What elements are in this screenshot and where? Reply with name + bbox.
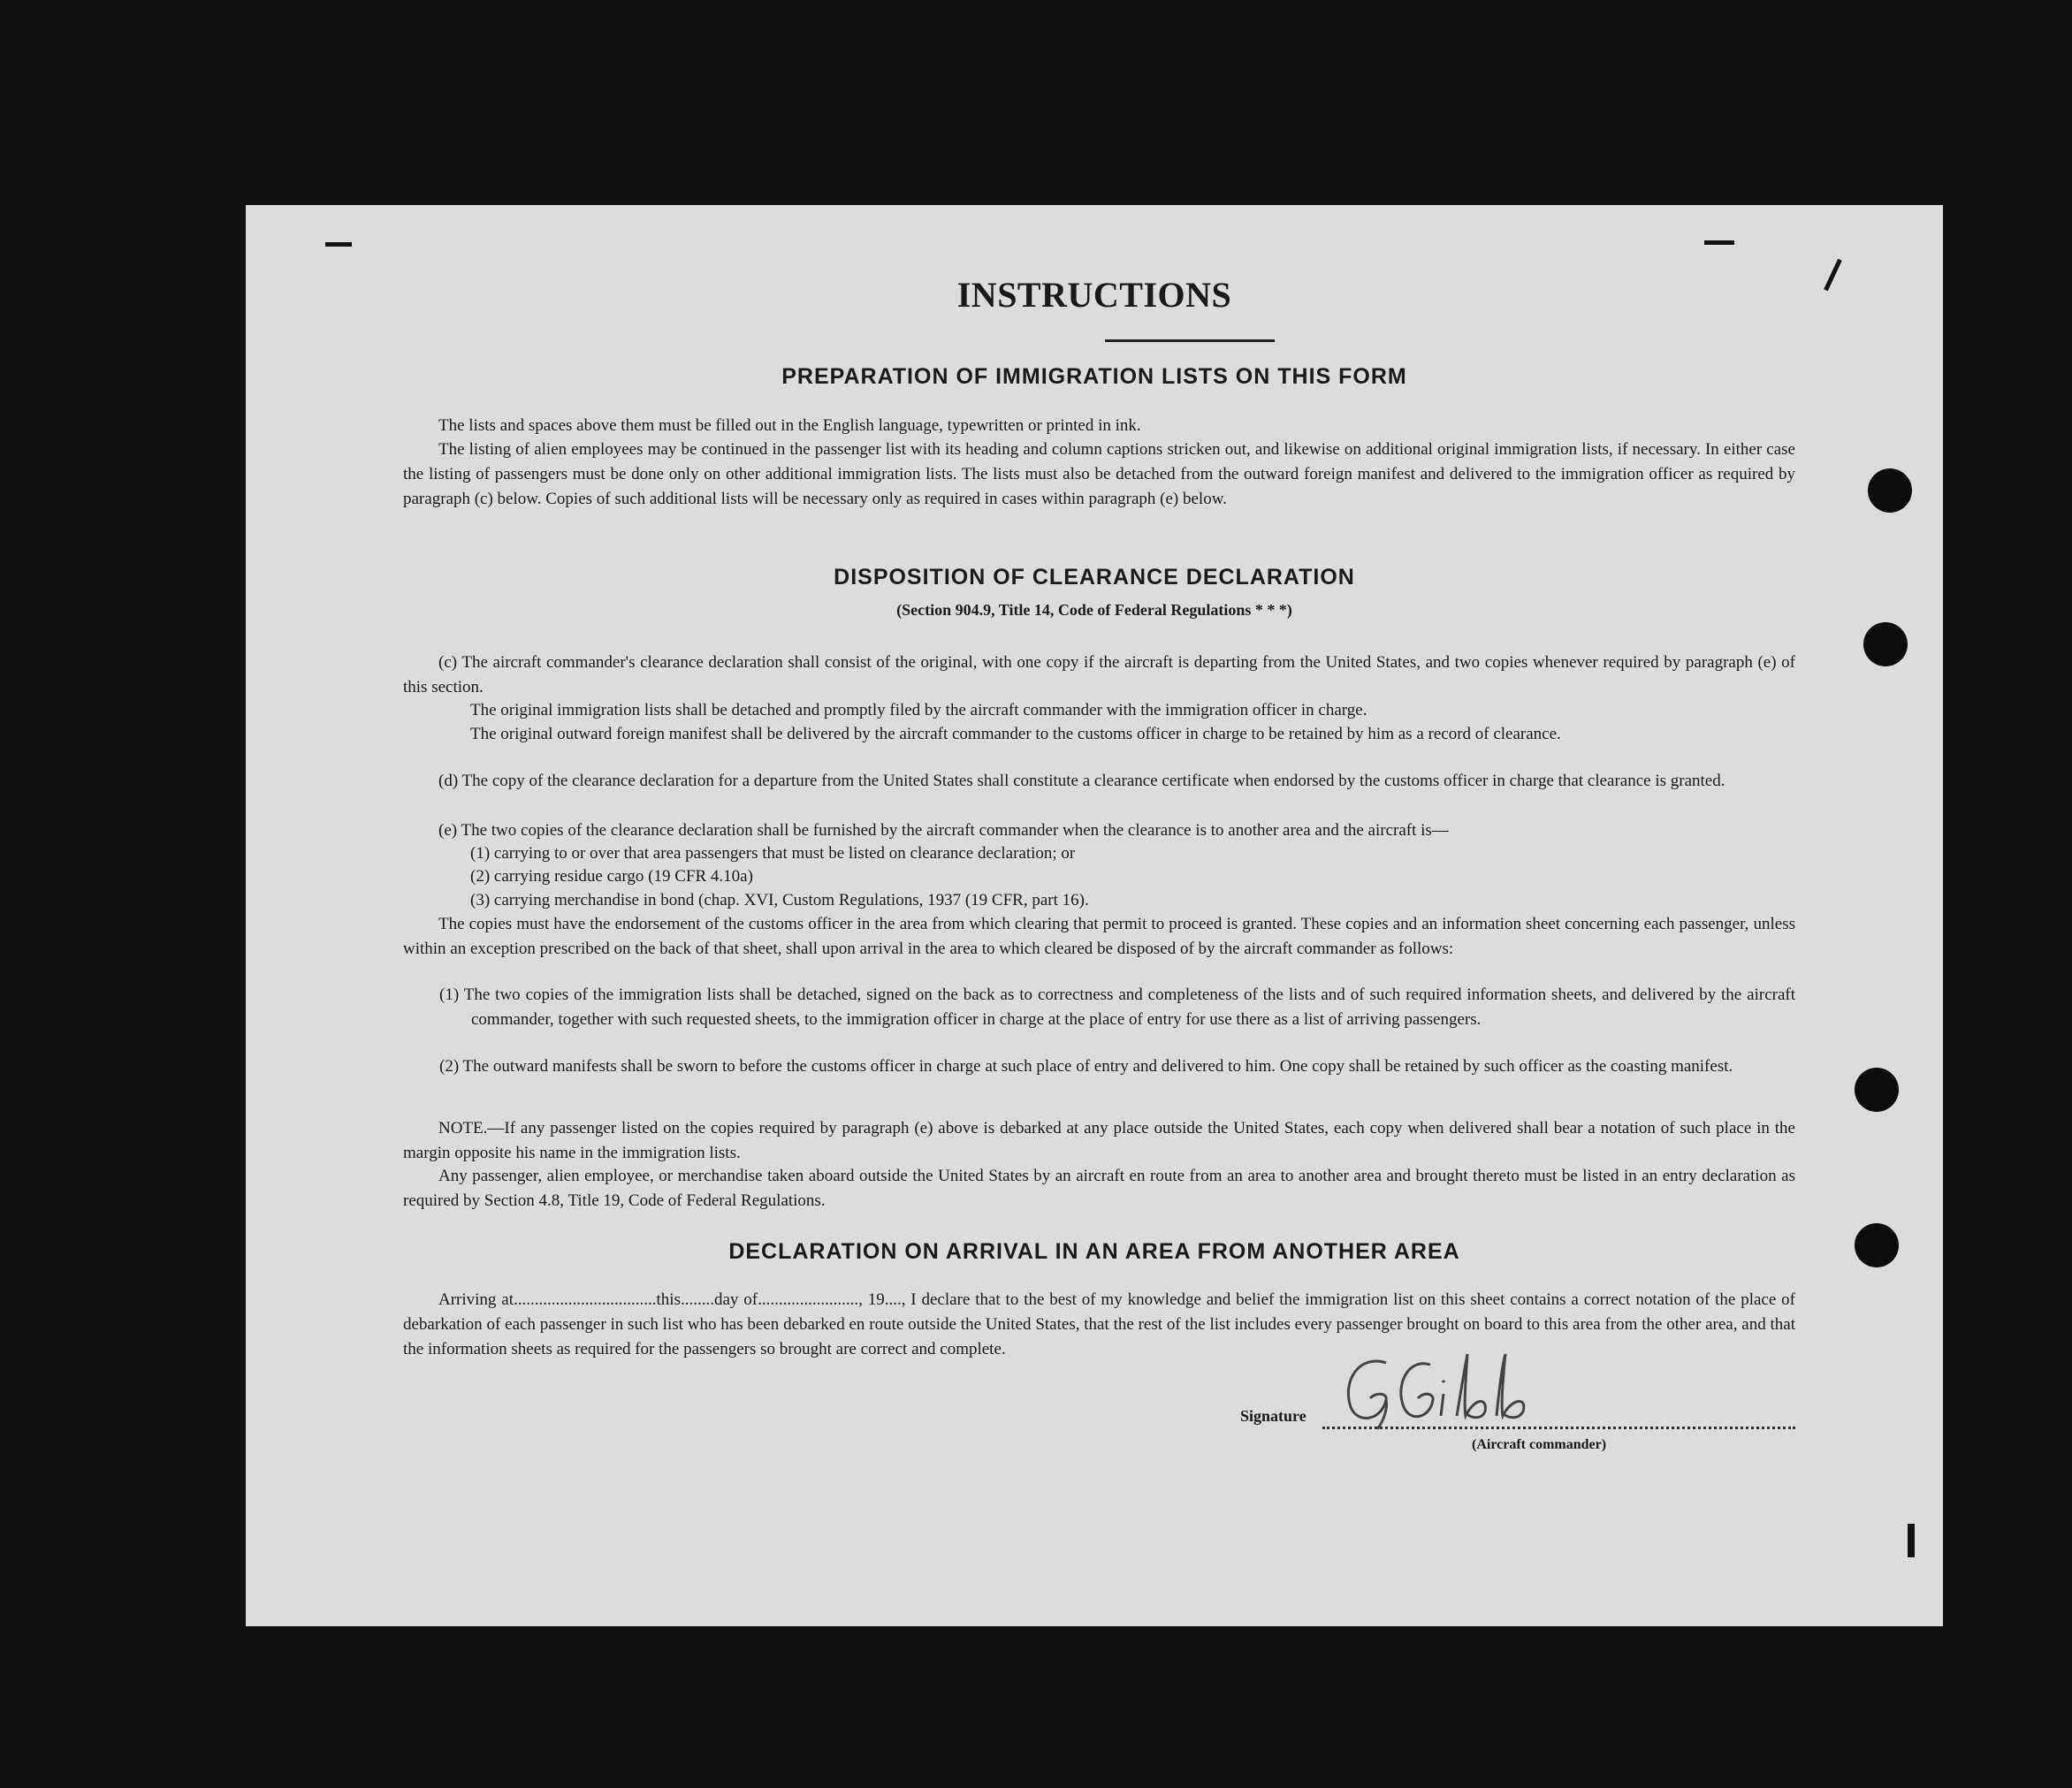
paragraph-english-language: The lists and spaces above them must be filled out in the English language, typewritten or printed in ink. (438, 416, 1141, 435)
paragraph-c-immigration-lists: The original immigration lists shall be detached and promptly filed by the aircraft commander with the immigration officer in charge. (470, 701, 1367, 719)
ink-mark (1908, 1524, 1915, 1557)
paragraph-any-passenger: Any passenger, alien employee, or merchandise taken aboard outside the United States by an aircraft en route from an area to another area and brought thereto must be listed in an entry declaration as required by Section 4.8, Title 19, Code of Federal Regulations. (403, 1167, 1795, 1210)
follow-item-1: (1) The two copies of the immigration lists shall be detached, signed on the back as to correctness and completeness of the lists and of such required information sheets, and delivered by the aircraft commander, together with such requested sheets, to the immigration officer in charge at the place of entry for use there as a list of arriving passengers. (439, 985, 1795, 1029)
section-subheading-cfr: (Section 904.9, Title 14, Code of Federal Regulations * * *) (896, 601, 1292, 619)
punch-hole (1855, 1223, 1899, 1267)
paragraph-copies: The copies must have the endorsement of the customs officer in the area from which clearing that permit to proceed is granted. These copies and an information sheet concerning each passenger, unless within an exception prescribed on the back of that sheet, shall upon arrival in the area to which cleared be disposed of by the aircraft commander as follows: (403, 915, 1795, 958)
follow-item-2: (2) The outward manifests shall be sworn to before the customs officer in charge at such place of entry and delivered to him. One copy shall be retained by such officer as the coasting manifest. (439, 1057, 1733, 1076)
ink-mark (1704, 240, 1734, 245)
paragraph-c: (c) The aircraft commander's clearance declaration shall consist of the original, with one copy if the aircraft is departing from the United States, and two copies whenever required by paragraph (e) of this section. (403, 653, 1795, 696)
document-page (246, 205, 1943, 1626)
paragraph-c-manifest-text: The original outward foreign manifest shall be delivered by the aircraft commander to the customs officer in charge to be retained by him as a record of clearance. (470, 725, 1561, 743)
section-heading-declaration: DECLARATION ON ARRIVAL IN AN AREA FROM ANOTHER AREA (728, 1239, 1460, 1264)
paragraph-declaration: Arriving at..................................this........day of........................, 19...., I declare that to the best of my knowledge and belief the immigration list on this sheet contains a correct notation of the place of debarkation of each passenger in such list who has been debarked en route outside the United States, that the rest of the list includes every passenger brought on board to this area from the other area, and that the information sheets as required for the passengers so brought are correct and complete. (403, 1290, 1795, 1358)
punch-hole (1868, 468, 1912, 513)
ink-mark (325, 242, 352, 247)
paragraph-alien-employees: The listing of alien employees may be continued in the passenger list with its heading and column captions stricken out, and likewise on additional original immigration lists, if necessary. In either case the listing of passengers must be done only on other additional immigration lists. The lists must also be detached from the outward foreign manifest and delivered to the immigration officer as required by paragraph (c) below. Copies of such additional lists will be necessary only as required in cases within paragraph (e) below. (403, 440, 1795, 508)
page-title: INSTRUCTIONS (956, 275, 1232, 315)
section-heading-disposition: DISPOSITION OF CLEARANCE DECLARATION (834, 565, 1355, 590)
punch-hole (1855, 1068, 1899, 1112)
signature-caption: (Aircraft commander) (1472, 1437, 1607, 1452)
paragraph-note: NOTE.—If any passenger listed on the copies required by paragraph (e) above is debarked at any place outside the United States, each copy when delivered shall bear a notation of such place in the margin opposite his name in the immigration lists. (403, 1119, 1795, 1162)
list-item-2: (2) carrying residue cargo (19 CFR 4.10a) (470, 867, 753, 886)
paragraph-d: (d) The copy of the clearance declaration for a departure from the United States shall constitute a clearance certificate when endorsed by the customs officer in charge that clearance is granted. (438, 772, 1725, 790)
paragraph-c-manifest (470, 722, 1795, 747)
signature-label: Signature (1240, 1407, 1306, 1425)
list-item-3: (3) carrying merchandise in bond (chap. XVI, Custom Regulations, 1937 (19 CFR, part 16). (470, 891, 1089, 909)
handwritten-signature (1333, 1345, 1554, 1434)
punch-hole (1863, 622, 1908, 666)
section-heading-preparation: PREPARATION OF IMMIGRATION LISTS ON THIS FORM (781, 364, 1407, 389)
paragraph-e: (e) The two copies of the clearance declaration shall be furnished by the aircraft commander when the clearance is to another area and the aircraft is— (438, 821, 1449, 840)
title-underline (1105, 339, 1275, 342)
list-item-1: (1) carrying to or over that area passengers that must be listed on clearance declaration; or (470, 844, 1076, 863)
